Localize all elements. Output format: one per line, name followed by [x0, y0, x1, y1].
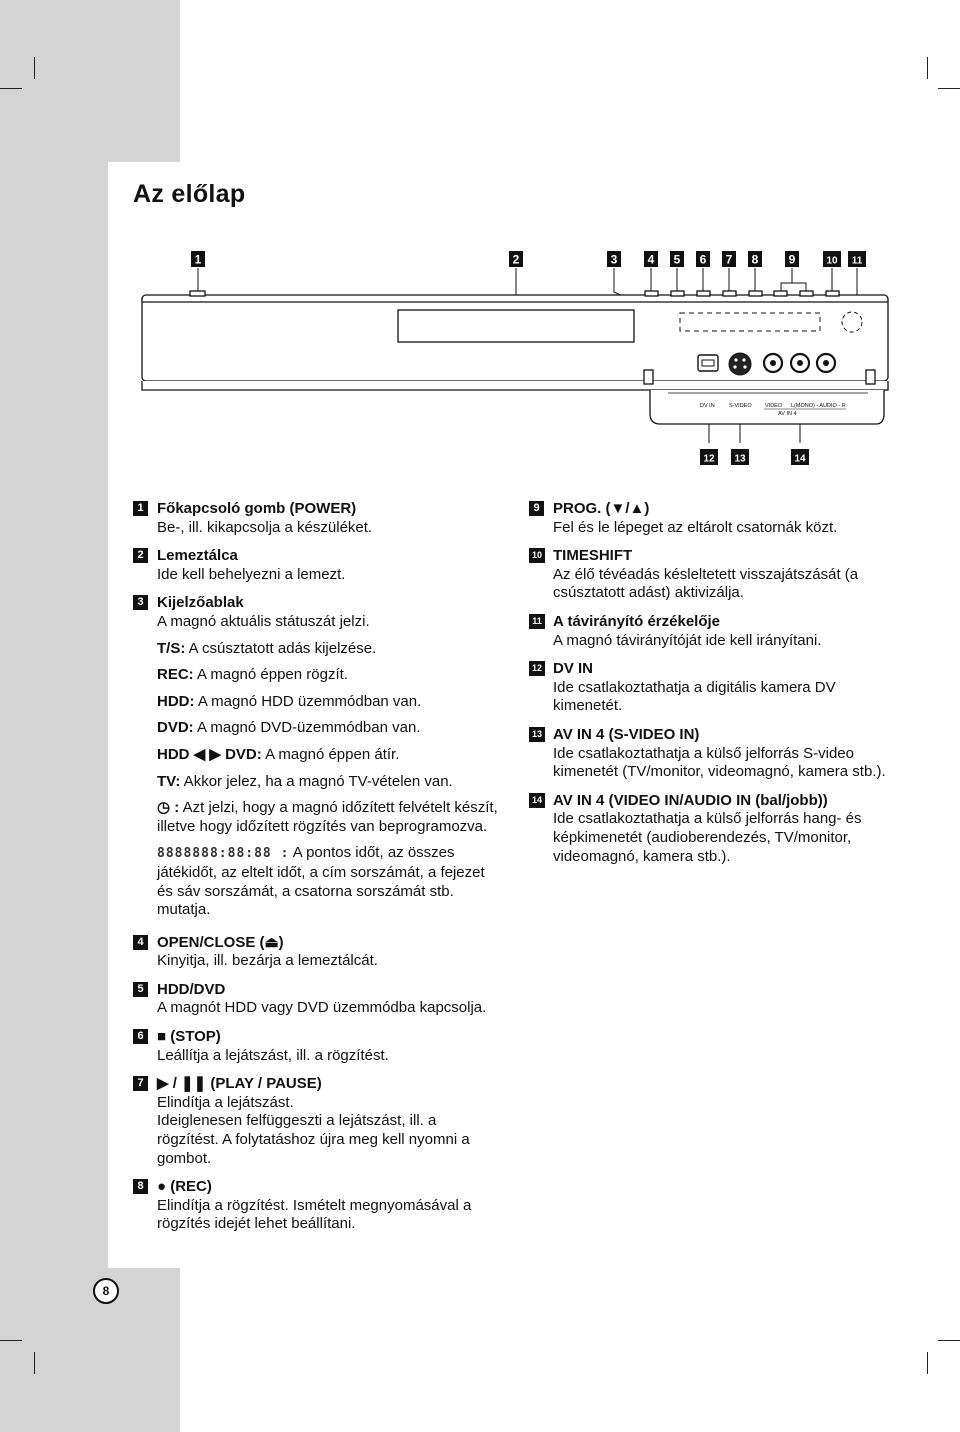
display-indicator-text: Akkor jelez, ha a magnó TV-vételen van.: [180, 772, 453, 790]
callout-number: 14: [794, 453, 806, 465]
item-description: Be-, ill. kikapcsolja a készüléket.: [157, 518, 373, 536]
crop-mark: [927, 1352, 928, 1374]
callout-number: 10: [826, 255, 838, 267]
item-description: Ide kell behelyezni a lemezt.: [157, 565, 346, 583]
display-indicator-text: A magnó DVD-üzemmódban van.: [193, 719, 421, 737]
audio-label: L(MONO) - AUDIO - R: [791, 403, 846, 409]
item-heading: Kijelzőablak: [157, 594, 244, 612]
item-number: 3: [133, 595, 148, 610]
item-number: 4: [133, 935, 148, 950]
callout-number: 8: [751, 252, 759, 267]
item-number: 1: [133, 501, 148, 516]
item-number: 6: [133, 1029, 148, 1044]
callout-number: 7: [725, 252, 733, 267]
item-number: 10: [529, 548, 545, 563]
crop-mark: [938, 1340, 960, 1341]
av-in-label: AV IN 4: [778, 411, 797, 417]
item-7: [133, 1075, 498, 1168]
item-description: Az élő tévéadás késleltetett visszajátszását (a csúsztatott adást) aktivizálja.: [553, 565, 859, 602]
item-description: Ide csatlakoztathatja a külső jelforrás hang- és képkimenetét (audioberendezés, TV/monitor, videomagnó, kamera stb.).: [553, 810, 862, 865]
item-6: [133, 1028, 498, 1065]
item-2: [133, 547, 498, 584]
item-heading: AV IN 4 (S-VIDEO IN): [553, 725, 700, 743]
callout-number: 5: [673, 252, 681, 267]
item-9: [529, 500, 899, 537]
item-10: [529, 547, 899, 603]
item-heading: OPEN/CLOSE (⏏): [157, 933, 284, 951]
display-indicator-key: REC:: [157, 666, 194, 684]
display-indicator-text: A magnó éppen rögzít.: [193, 666, 348, 684]
display-indicator-description: [157, 640, 498, 659]
display-indicator-text: A magnó éppen átír.: [261, 745, 400, 763]
right-column: [529, 500, 899, 876]
callout-number: 6: [699, 252, 707, 267]
item-heading: AV IN 4 (VIDEO IN/AUDIO IN (bal/jobb)): [553, 791, 828, 809]
item-number: 5: [133, 982, 148, 997]
dv-in-label: DV IN: [700, 403, 715, 409]
item-number: 11: [529, 614, 545, 629]
display-indicator-description: [157, 746, 498, 765]
item-description: Fel és le lépeget az eltárolt csatornák közt.: [553, 518, 838, 536]
item-5: [133, 981, 498, 1018]
item-3: [133, 594, 498, 919]
front-panel-diagram: [0, 0, 960, 480]
display-indicator-description: [157, 693, 498, 712]
item-1: [133, 500, 498, 537]
item-number: 9: [529, 501, 544, 516]
item-number: 12: [529, 661, 545, 676]
item-heading: TIMESHIFT: [553, 547, 633, 565]
item-description: Kinyitja, ill. bezárja a lemeztálcát.: [157, 952, 378, 970]
display-indicator-text: Azt jelzi, hogy a magnó időzített felvételt készít, illetve hogy időzített rögzítés van beprogramozva.: [157, 799, 498, 835]
crop-mark: [34, 1352, 35, 1374]
crop-mark: [0, 1340, 22, 1341]
display-indicator-key: TV:: [157, 772, 181, 790]
item-number: 8: [133, 1179, 148, 1194]
callout-number: 4: [647, 252, 655, 267]
display-indicator-key: ◷ :: [157, 799, 180, 817]
display-indicator-key: HDD:: [157, 692, 195, 710]
item-heading: Főkapcsoló gomb (POWER): [157, 500, 357, 517]
item-heading: PROG. (▼/▲): [553, 500, 650, 517]
display-indicator-description: [157, 666, 498, 685]
item-heading: DV IN: [553, 660, 594, 678]
item-number: 13: [529, 727, 545, 742]
display-indicator-key: 8888888:88:88 :: [157, 846, 290, 862]
display-indicator-description: [157, 773, 498, 792]
display-indicator-description: [157, 799, 498, 836]
item-description: A magnót HDD vagy DVD üzemmódba kapcsolja.: [157, 999, 487, 1017]
item-description: Ideiglenesen felfüggeszti a lejátszást, ill. a rögzítést. A folytatáshoz újra meg kell nyomni a gombot.: [157, 1112, 470, 1167]
display-indicator-text: A pontos időt, az összes játékidőt, az eltelt időt, a cím sorszámát, a fejezet és sáv sorszámát, a csatorna sorszámát stb. mutatja.: [157, 844, 485, 919]
display-indicator-key: HDD ◀ ▶ DVD:: [157, 745, 262, 763]
item-number: 7: [133, 1076, 148, 1091]
s-video-jack: [729, 353, 751, 375]
s-video-label: S-VIDEO: [729, 403, 752, 409]
display-indicator-text: A csúsztatott adás kijelzése.: [185, 639, 377, 657]
item-13: [529, 726, 899, 782]
item-description: Ide csatlakoztathatja a külső jelforrás S-video kimenetét (TV/monitor, videomagnó, kamera stb.).: [553, 744, 886, 781]
item-number: 14: [529, 793, 545, 808]
callout-number: 12: [703, 453, 715, 465]
page-title: Az előlap: [133, 180, 246, 208]
item-heading: Lemeztálca: [157, 547, 238, 565]
page-number: 8: [93, 1278, 119, 1304]
video-label: VIDEO: [765, 403, 783, 409]
item-heading: ● (REC): [157, 1178, 212, 1196]
item-number: 2: [133, 548, 148, 563]
item-4: [133, 934, 498, 971]
callout-number: 9: [788, 252, 796, 267]
item-description: Ide csatlakoztathatja a digitális kamera DV kimenetét.: [553, 678, 836, 715]
item-12: [529, 660, 899, 716]
item-heading: A távirányító érzékelője: [553, 612, 721, 630]
callout-number: 11: [851, 255, 863, 267]
item-heading: ▶ / ❚❚ (PLAY / PAUSE): [157, 1075, 322, 1093]
display-indicator-key: DVD:: [157, 719, 194, 737]
item-description: Elindítja a rögzítést. Ismételt megnyomásával a rögzítés idejét lehet beállítani.: [157, 1196, 472, 1233]
item-heading: ■ (STOP): [157, 1028, 221, 1046]
callout-number: 1: [194, 252, 202, 267]
left-column: [133, 500, 498, 1244]
item-heading: HDD/DVD: [157, 980, 226, 998]
item-8: [133, 1178, 498, 1234]
display-indicator-description: [157, 719, 498, 738]
display-indicator-text: A magnó HDD üzemmódban van.: [194, 692, 422, 710]
item-description: A magnó távirányítóját ide kell irányítani.: [553, 631, 822, 649]
display-indicator-description: [157, 844, 498, 919]
item-11: [529, 613, 899, 650]
callout-number: 2: [512, 252, 520, 267]
display-indicator-key: T/S:: [157, 639, 186, 657]
item-description: Leállítja a lejátszást, ill. a rögzítést.: [157, 1046, 389, 1064]
item-description: A magnó aktuális státuszát jelzi.: [157, 612, 370, 630]
item-14: [529, 792, 899, 866]
item-description: Elindítja a lejátszást.: [157, 1093, 294, 1111]
callout-number: 13: [734, 453, 746, 465]
callout-number: 3: [610, 252, 618, 267]
